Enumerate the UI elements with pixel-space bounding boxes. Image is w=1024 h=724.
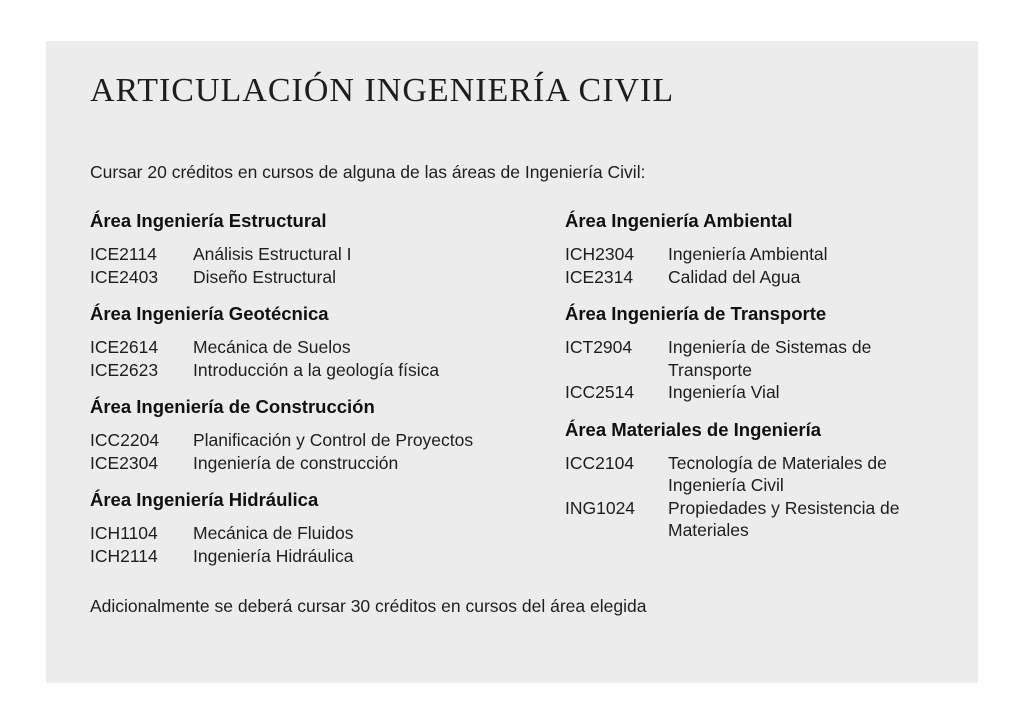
- course-code: ICE2314: [565, 266, 634, 287]
- course-name: Calidad del Agua: [668, 266, 801, 287]
- course-row: [90, 336, 565, 359]
- course-code: ICE2304: [90, 452, 159, 473]
- course-code: ICC2204: [90, 430, 160, 450]
- intro-text: Cursar 20 créditos en cursos de alguna de las áreas de Ingeniería Civil:: [90, 162, 646, 182]
- course-name: Mecánica de Suelos: [193, 337, 351, 357]
- course-code: ICH2304: [565, 244, 635, 264]
- course-name: Ingeniería de Sistemas de Transporte: [668, 337, 872, 380]
- course-code: ICE2114: [90, 244, 157, 264]
- course-row: [90, 243, 565, 266]
- area-title: Área Ingeniería Estructural: [90, 210, 327, 231]
- column-left: [90, 209, 565, 567]
- course-row: [565, 266, 945, 289]
- area-title: Área Materiales de Ingeniería: [565, 418, 822, 440]
- area-title: Área Ingeniería de Transporte: [565, 303, 827, 324]
- content-card: [46, 41, 978, 683]
- course-name: Propiedades y Resistencia de Materiales: [668, 497, 900, 540]
- course-code: ICE2403: [90, 266, 159, 287]
- course-row: [90, 452, 565, 475]
- area-title: Área Ingeniería Ambiental: [565, 210, 793, 231]
- area-title: Área Ingeniería Geotécnica: [90, 303, 329, 324]
- area-title: Área Ingeniería Hidráulica: [90, 489, 319, 510]
- course-row: [565, 336, 945, 381]
- course-row: [90, 266, 565, 289]
- course-code: ICT2904: [565, 337, 633, 357]
- course-name: Diseño Estructural: [193, 266, 336, 287]
- course-row: [565, 452, 945, 497]
- course-code: ICE2614: [90, 337, 159, 357]
- areas-columns: [90, 209, 945, 567]
- course-name: Introducción a la geología física: [193, 359, 440, 380]
- course-code: ING1024: [565, 497, 636, 518]
- course-name: Mecánica de Fluidos: [193, 523, 354, 543]
- course-row: [565, 497, 945, 542]
- course-row: [565, 381, 945, 404]
- course-code: ICC2104: [565, 452, 635, 473]
- course-name: Análisis Estructural I: [193, 244, 352, 264]
- footer-note: Adicionalmente se deberá cursar 30 créditos en cursos del área elegida: [90, 596, 647, 616]
- course-name: Ingeniería de construcción: [193, 452, 399, 473]
- course-row: [90, 359, 565, 382]
- course-name: Ingeniería Vial: [668, 382, 780, 402]
- course-name: Planificación y Control de Proyectos: [193, 430, 474, 450]
- area-title: Área Ingeniería de Construcción: [90, 396, 375, 417]
- page-title: ARTICULACIÓN INGENIERÍA CIVIL: [90, 72, 675, 109]
- course-code: ICE2623: [90, 359, 159, 380]
- course-row: [90, 522, 565, 545]
- course-code: ICH2114: [90, 545, 158, 566]
- course-row: [90, 545, 565, 568]
- course-row: [565, 243, 945, 266]
- course-name: Ingeniería Hidráulica: [193, 545, 354, 566]
- course-code: ICH1104: [90, 523, 158, 543]
- course-name: Tecnología de Materiales de Ingeniería Civil: [668, 452, 887, 495]
- course-name: Ingeniería Ambiental: [668, 244, 828, 264]
- course-row: [90, 429, 565, 452]
- course-code: ICC2514: [565, 382, 635, 402]
- column-right: [565, 209, 945, 542]
